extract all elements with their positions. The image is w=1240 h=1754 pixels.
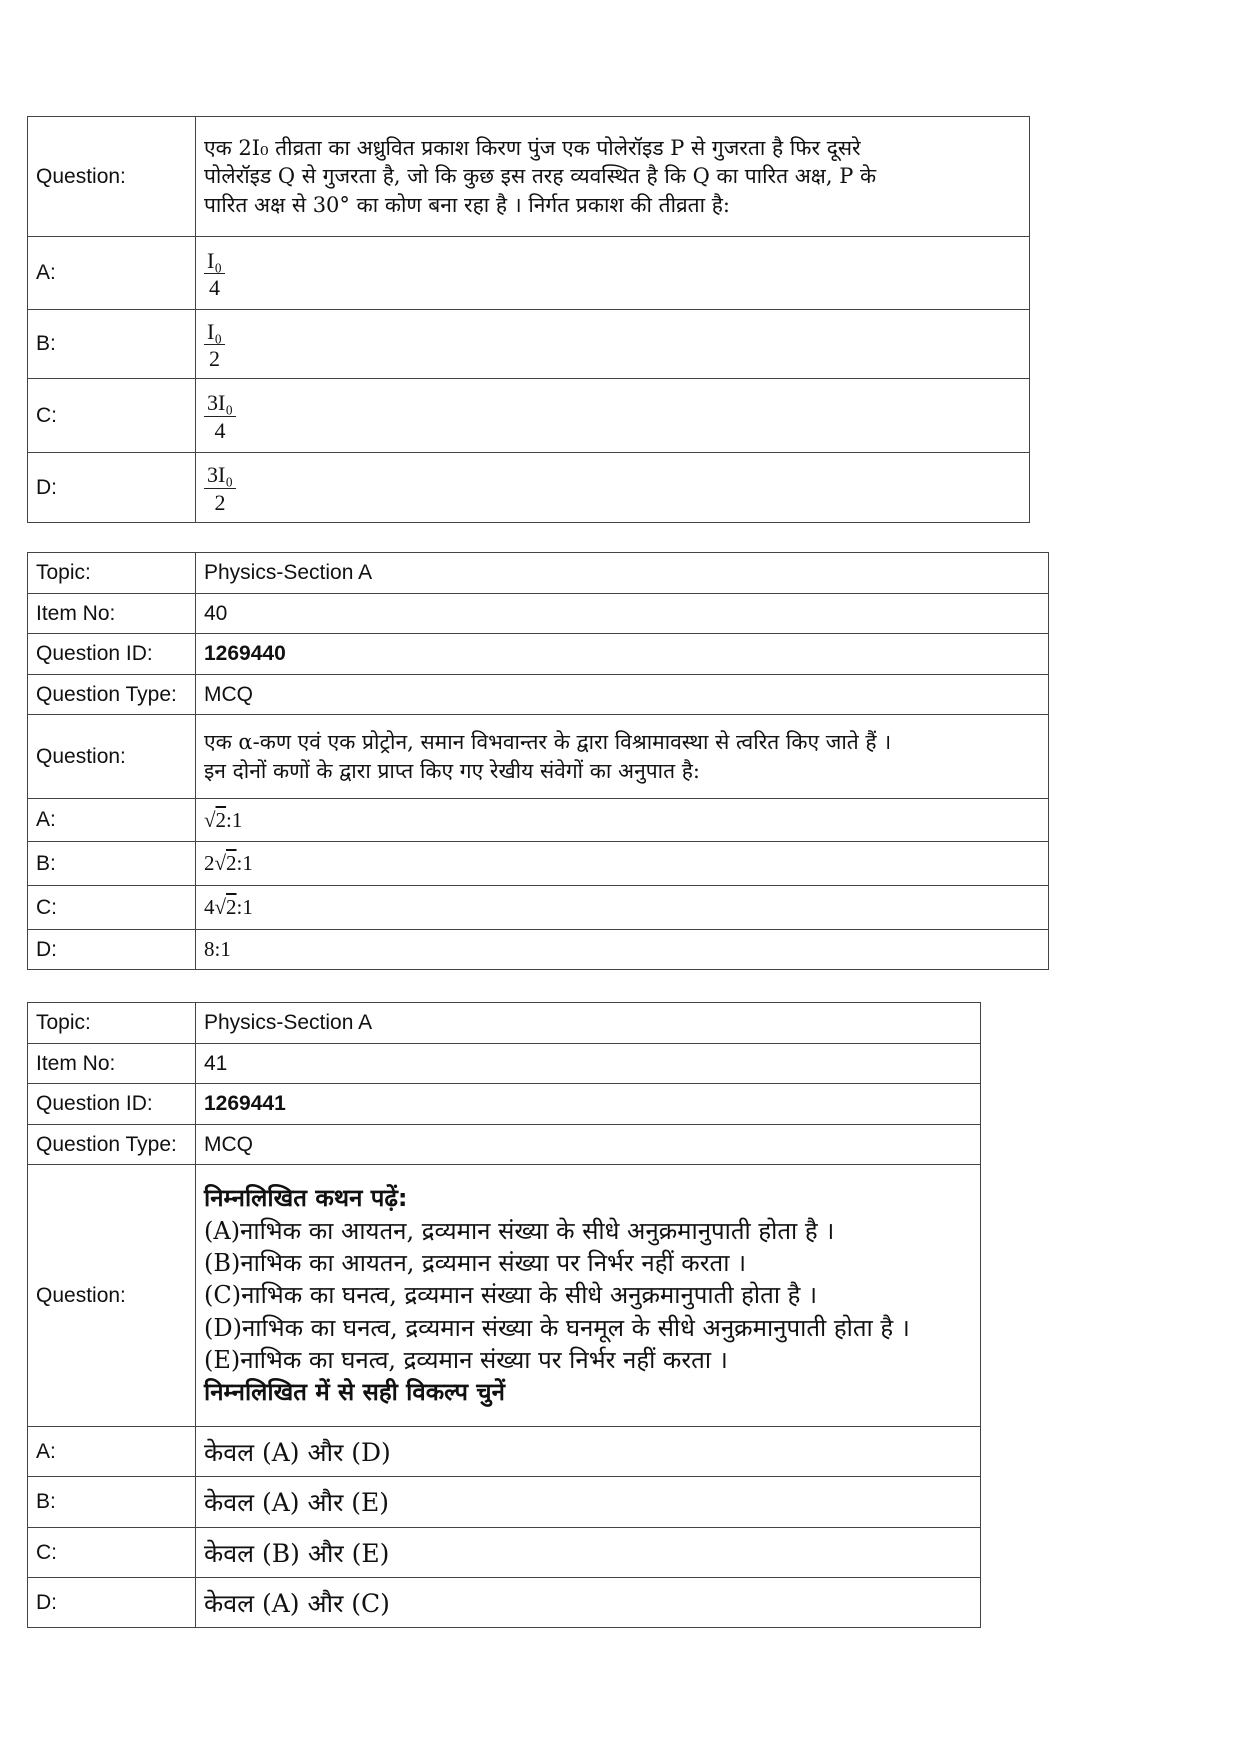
option-label-c: C:	[28, 379, 196, 453]
item-no-label: Item No:	[28, 1044, 196, 1084]
option-c: केवल (B) और (E)	[196, 1528, 981, 1578]
item-no-label: Item No:	[28, 594, 196, 634]
fraction	[204, 320, 225, 370]
question-table-3	[27, 1002, 981, 1628]
option-d	[196, 453, 1030, 523]
option-b: केवल (A) और (E)	[196, 1477, 981, 1528]
question-label: Question:	[28, 715, 196, 799]
statement-d: (D)नाभिक का घनत्व, द्रव्यमान संख्या के घनमूल के सीधे अनुक्रमानुपाती होता है ।	[204, 1313, 910, 1342]
option-label-c: C:	[28, 886, 196, 930]
statement-c: (C)नाभिक का घनत्व, द्रव्यमान संख्या के सीधे अनुक्रमानुपाती होता है ।	[204, 1281, 818, 1310]
radicand: 2	[226, 895, 237, 919]
option-a	[196, 237, 1030, 310]
question-text	[196, 1165, 981, 1427]
option-b	[196, 310, 1030, 379]
radicand: 2	[215, 807, 227, 832]
question-instruction: निम्नलिखित में से सही विकल्प चुनें	[204, 1378, 505, 1407]
option-label-b: B:	[28, 1477, 196, 1528]
question-type-value: MCQ	[196, 1125, 981, 1165]
numerator: 3I₀	[204, 391, 236, 416]
topic-value: Physics-Section A	[196, 553, 1049, 594]
option-label-d: D:	[28, 453, 196, 523]
option-c	[196, 379, 1030, 453]
option-c	[196, 886, 1049, 930]
ratio-prefix: 8:1	[204, 937, 231, 961]
topic-label: Topic:	[28, 553, 196, 594]
question-line: पोलेरॉइड Q से गुजरता है, जो कि कुछ इस तरह व्यवस्थित है कि Q का पारित अक्ष, P के	[204, 164, 877, 189]
question-label: Question:	[28, 117, 196, 237]
item-no-value: 40	[196, 594, 1049, 634]
question-type-label: Question Type:	[28, 1125, 196, 1165]
numerator: I₀	[204, 320, 225, 345]
question-intro: निम्नलिखित कथन पढ़ें:	[204, 1184, 408, 1213]
ratio-suffix: :1	[236, 851, 253, 875]
question-table-2	[27, 552, 1049, 970]
fraction	[204, 391, 236, 441]
denominator: 2	[214, 489, 226, 515]
question-text	[196, 117, 1030, 237]
denominator: 4	[214, 417, 226, 443]
topic-label: Topic:	[28, 1003, 196, 1044]
question-id-label: Question ID:	[28, 634, 196, 675]
question-table-1	[27, 116, 1030, 523]
question-line: एक α-कण एवं एक प्रोट्रोन, समान विभवान्तर के द्वारा विश्रामावस्था से त्वरित किए जाते हैं ।	[204, 730, 892, 755]
question-text	[196, 715, 1049, 799]
fraction	[204, 249, 225, 299]
option-a: केवल (A) और (D)	[196, 1427, 981, 1477]
ratio-suffix: :1	[236, 895, 253, 919]
question-line: एक 2I₀ तीव्रता का अध्रुवित प्रकाश किरण पुंज एक पोलेरॉइड P से गुजरता है फिर दूसरे	[204, 135, 861, 160]
denominator: 2	[209, 346, 220, 371]
item-no-value: 41	[196, 1044, 981, 1084]
option-label-a: A:	[28, 799, 196, 842]
topic-value: Physics-Section A	[196, 1003, 981, 1044]
ratio-prefix: 4√	[204, 895, 227, 919]
question-id-value: 1269441	[196, 1084, 981, 1125]
question-line: पारित अक्ष से 30° का कोण बना रहा है । निर्गत प्रकाश की तीव्रता है:	[204, 192, 730, 217]
option-label-c: C:	[28, 1528, 196, 1578]
option-label-a: A:	[28, 1427, 196, 1477]
ratio-prefix: 2√	[204, 851, 227, 875]
fraction	[204, 463, 236, 513]
numerator: 3I₀	[204, 463, 236, 488]
option-a	[196, 799, 1049, 842]
statement-a: (A)नाभिक का आयतन, द्रव्यमान संख्या के सीधे अनुक्रमानुपाती होता है ।	[204, 1216, 835, 1245]
ratio-suffix: :1	[226, 807, 243, 832]
option-label-b: B:	[28, 310, 196, 379]
option-d	[196, 930, 1049, 970]
question-label: Question:	[28, 1165, 196, 1427]
option-label-b: B:	[28, 842, 196, 886]
option-label-d: D:	[28, 930, 196, 970]
question-id-label: Question ID:	[28, 1084, 196, 1125]
question-type-label: Question Type:	[28, 675, 196, 715]
statement-e: (E)नाभिक का घनत्व, द्रव्यमान संख्या पर निर्भर नहीं करता ।	[204, 1346, 728, 1375]
option-label-a: A:	[28, 237, 196, 310]
question-line: इन दोनों कणों के द्वारा प्राप्त किए गए रेखीय संवेगों का अनुपात है:	[204, 758, 700, 783]
statement-b: (B)नाभिक का आयतन, द्रव्यमान संख्या पर निर्भर नहीं करता ।	[204, 1248, 747, 1277]
question-id-value: 1269440	[196, 634, 1049, 675]
option-b	[196, 842, 1049, 886]
question-type-value: MCQ	[196, 675, 1049, 715]
ratio-prefix: √	[204, 807, 216, 832]
radicand: 2	[226, 851, 237, 875]
option-label-d: D:	[28, 1578, 196, 1628]
denominator: 4	[209, 275, 220, 300]
numerator: I₀	[204, 249, 225, 274]
option-d: केवल (A) और (C)	[196, 1578, 981, 1628]
